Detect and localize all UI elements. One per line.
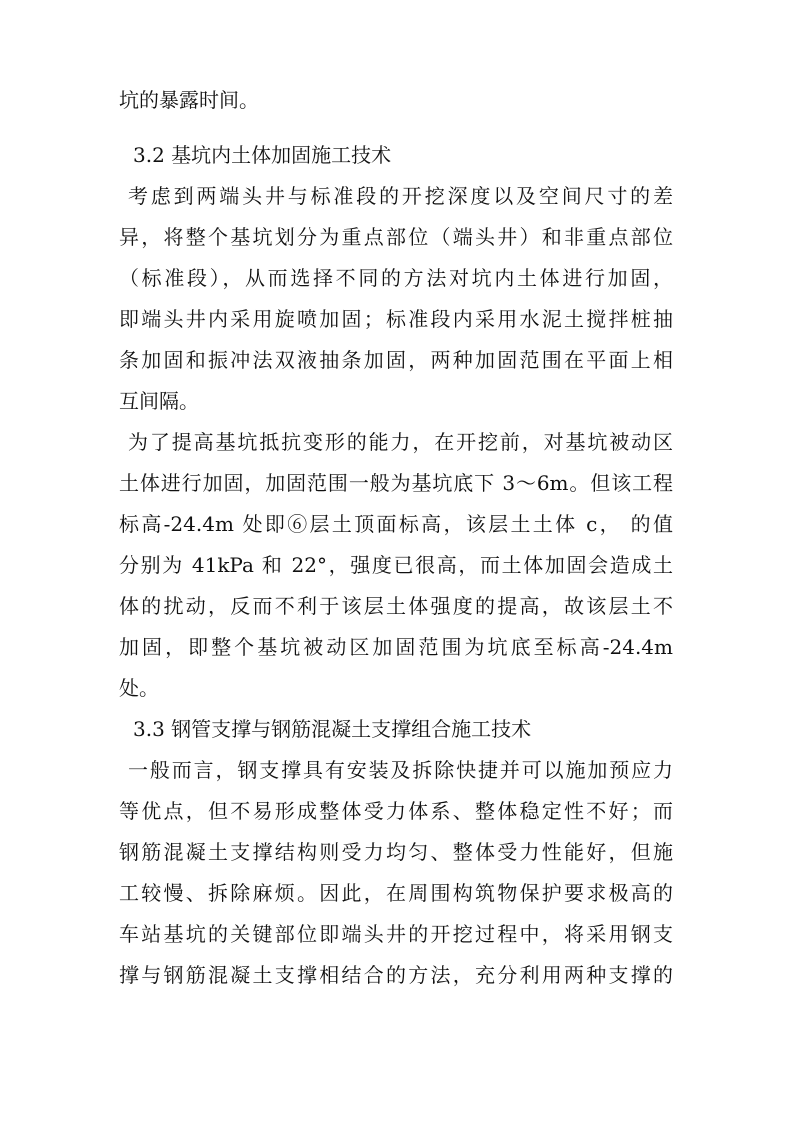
text-line: 标高-24.4m 处即⑥层土顶面标高，该层土土体 c， 的值 [119,512,673,536]
text-line: 工较慢、拆除麻烦。因此，在周围构筑物保护要求极高的 [119,881,673,905]
text-line: 为了提高基坑抵抗变形的能力，在开挖前，对基坑被动区 [128,430,673,454]
text-line: 等优点，但不易形成整体受力体系、整体稳定性不好；而 [119,799,673,823]
text-line: 互间隔。 [119,389,199,413]
text-line: 加固，即整个基坑被动区加固范围为坑底至标高-24.4m [119,635,673,659]
text-line: 考虑到两端头井与标准段的开挖深度以及空间尺寸的差 [128,184,673,208]
text-line: 钢筋混凝土支撑结构则受力均匀、整体受力性能好，但施 [119,840,673,864]
text-line: 撑与钢筋混凝土支撑相结合的方法，充分利用两种支撑的 [119,963,673,987]
text-line: 即端头井内采用旋喷加固；标准段内采用水泥土搅拌桩抽 [119,307,673,331]
text-line: 异，将整个基坑划分为重点部位（端头井）和非重点部位 [119,225,673,249]
text-line: 体的扰动，反而不利于该层土体强度的提高，故该层土不 [119,594,673,618]
text-line: 一般而言，钢支撑具有安装及拆除快捷并可以施加预应力 [128,758,673,782]
text-line: 处。 [119,676,159,700]
text-line: 坑的暴露时间。 [119,88,259,112]
text-line: 车站基坑的关键部位即端头井的开挖过程中，将采用钢支 [119,922,673,946]
text-line: 条加固和振冲法双液抽条加固，两种加固范围在平面上相 [119,348,673,372]
text-line: 分别为 41kPa 和 22°，强度已很高，而土体加固会造成土 [119,553,673,577]
text-line: 土体进行加固，加固范围一般为基坑底下 3～6m。但该工程 [119,471,673,495]
text-line: （标准段），从而选择不同的方法对坑内土体进行加固， [119,266,673,290]
section-heading: 3.3 钢管支撑与钢筋混凝土支撑组合施工技术 [133,717,532,741]
section-heading: 3.2 基坑内土体加固施工技术 [133,143,392,167]
